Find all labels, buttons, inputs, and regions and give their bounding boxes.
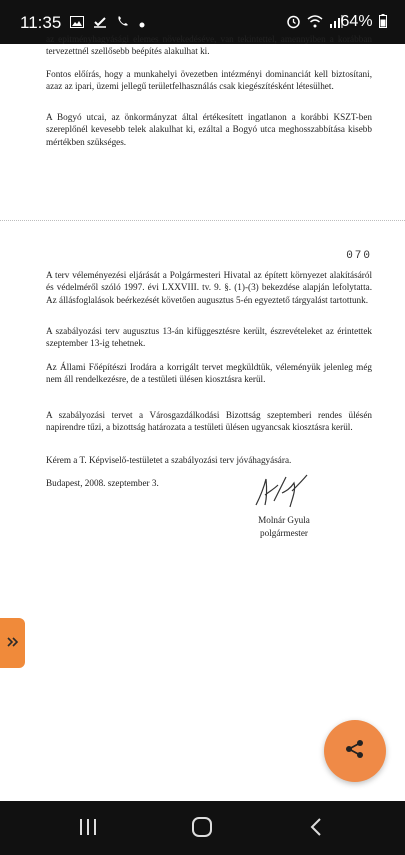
check-download-icon [93,15,107,31]
share-icon [344,738,366,765]
doc-paragraph: A szabályozási terv augusztus 13-án kifüggesztésre került, észrevételeket az érintettek szeptember 13-ig tehetnek. [46,326,372,349]
page-break [0,220,405,222]
wifi-call-icon [116,14,130,31]
back-icon [309,817,323,842]
double-chevron-right-icon [6,634,20,652]
page-number: 070 [346,250,372,262]
dot-icon [139,15,145,31]
signature-image [252,471,312,511]
signer-name: Molnár Gyula [258,515,310,525]
side-panel-toggle[interactable] [0,618,25,668]
doc-paragraph: az epitményhagyásági elemes növekedéséve, van tekintettel, amennyiben a korábban tervezettnél szellősebb beépítés alakulhat ki. [46,34,372,57]
doc-paragraph: A Bogyó utcai, az önkormányzat által értékesített ingatlanon a korábbi KSZT-ben szereplőnél kevesebb telek alakulhat ki, ezáltal a Bogyó utca meghosszabbítása kisebb mértékben szükséges. [46,112,372,147]
home-icon [191,816,213,843]
doc-paragraph: A szabályozási tervet a Városgazdálkodási Bizottság szeptemberi rendes ülésén napirendre tűzi, a bizottság határozata a testületi ülésen ugyancsak kiosztásra kerül. [46,410,372,433]
wifi-icon [307,15,323,31]
recents-button[interactable] [74,817,102,841]
doc-paragraph: Kérem a T. Képviselő-testületet a szabályozási terv jóváhagyására. [46,455,292,465]
status-time: 11:35 [20,13,62,32]
home-button[interactable] [188,817,216,841]
recents-icon [78,818,98,841]
share-button[interactable] [324,720,386,782]
doc-paragraph: A terv véleményezési eljárását a Polgármesteri Hivatal az épített környezet alakításáról és védelméről szóló 1997. évi LXXVIII. tv. 9. §. (1)-(3) bekezdése alapján lefolytatta. Az állásfoglalások beérkezését követően augusztus 5-én egyeztető tárgyalást tartottunk. [46,270,372,305]
battery-icon [379,14,387,33]
doc-date: Budapest, 2008. szeptember 3. [46,478,159,488]
battery-percent: 64% [340,13,373,30]
signer-title: polgármester [260,528,308,538]
document-viewer[interactable] [0,34,405,801]
alarm-icon [286,14,301,32]
navigation-bar [0,801,405,855]
doc-paragraph: Fontos előírás, hogy a munkahelyi övezetben intézményi dominanciát kell biztosítani, azaz az ipari, üzemi jellegű területfelhasználás csak kiegészítésként létesülhet. [46,69,372,92]
gallery-icon [70,15,84,31]
back-button[interactable] [302,817,330,841]
doc-paragraph: Az Állami Főépítészi Irodára a korrigált tervet megküldtük, véleményük jelenleg még nem áll rendelkezésre, de a testületi ülésen kiosztásra kerül. [46,362,372,385]
